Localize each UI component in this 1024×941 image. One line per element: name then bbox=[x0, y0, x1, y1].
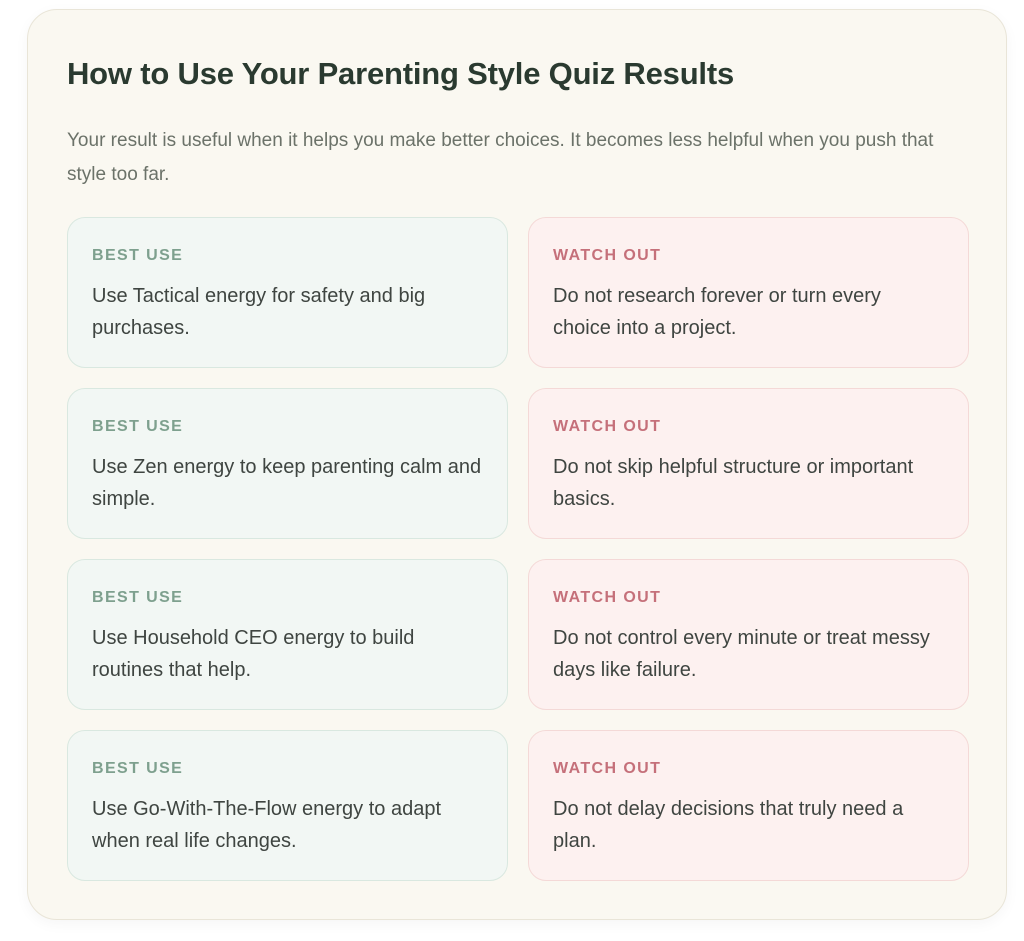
best-use-label: BEST USE bbox=[92, 589, 184, 606]
best-use-card-household-ceo bbox=[67, 559, 508, 710]
watch-out-label: WATCH OUT bbox=[553, 418, 662, 435]
best-use-text: Use Household CEO energy to build routines that help. bbox=[92, 627, 415, 681]
quiz-results-panel bbox=[27, 9, 1007, 920]
watch-out-label: WATCH OUT bbox=[553, 247, 662, 264]
best-use-card-zen bbox=[67, 388, 508, 539]
watch-out-text: Do not research forever or turn every choice into a project. bbox=[553, 285, 881, 339]
best-use-card-tactical bbox=[67, 217, 508, 368]
watch-out-card-tactical bbox=[528, 217, 969, 368]
watch-out-card-zen bbox=[528, 388, 969, 539]
watch-out-card-go-with-the-flow bbox=[528, 730, 969, 881]
best-use-label: BEST USE bbox=[92, 418, 184, 435]
best-use-label: BEST USE bbox=[92, 247, 184, 264]
intro-paragraph: Your result is useful when it helps you make better choices. It becomes less helpful when you push that style too far. bbox=[67, 130, 934, 185]
best-use-label: BEST USE bbox=[92, 760, 184, 777]
watch-out-label: WATCH OUT bbox=[553, 589, 662, 606]
best-use-text: Use Go-With-The-Flow energy to adapt when real life changes. bbox=[92, 798, 442, 852]
best-use-card-go-with-the-flow bbox=[67, 730, 508, 881]
best-use-text: Use Zen energy to keep parenting calm and simple. bbox=[92, 456, 482, 510]
best-use-text: Use Tactical energy for safety and big purchases. bbox=[92, 285, 426, 339]
page-title: How to Use Your Parenting Style Quiz Results bbox=[67, 56, 735, 91]
watch-out-text: Do not skip helpful structure or important basics. bbox=[553, 456, 914, 510]
watch-out-text: Do not control every minute or treat messy days like failure. bbox=[553, 627, 930, 681]
watch-out-label: WATCH OUT bbox=[553, 760, 662, 777]
watch-out-text: Do not delay decisions that truly need a plan. bbox=[553, 798, 904, 852]
watch-out-card-household-ceo bbox=[528, 559, 969, 710]
advice-grid bbox=[67, 217, 969, 881]
